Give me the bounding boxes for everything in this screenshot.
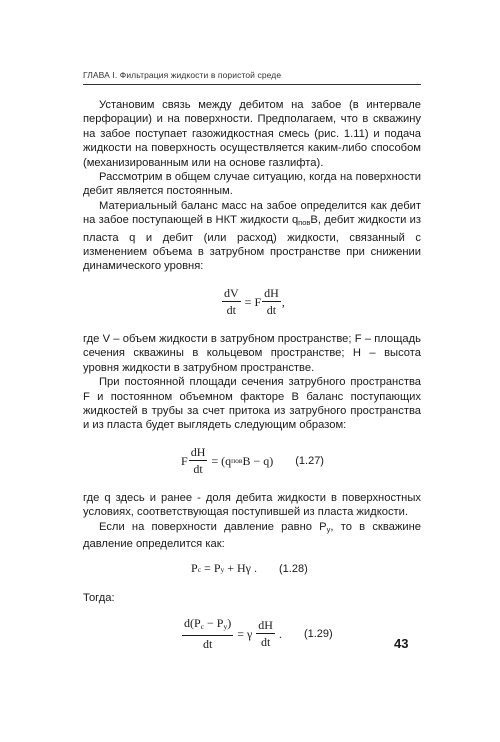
equation-number-1-28: (1.28) <box>279 563 308 576</box>
paragraph-8: Тогда: <box>83 592 115 605</box>
page-number: 43 <box>394 636 409 651</box>
formula-1-28: P c = P у + Hγ . (1.28) <box>191 561 308 576</box>
formula-1-27: F $\frac{dH}{dt}$ = (q пов B − q) (1.27) <box>181 445 324 477</box>
formula-1-29: $\frac{d(P_c - P_у)}{dt}$ = γ $\frac{dH}{dt}$ . (1.29) <box>184 616 333 652</box>
paragraph-1: Установим связь между дебитом на забое (в интервале перфорации) и на поверхности. Предполагаем, что в скважину на забое поступает газожидкостная смесь (рис. 1.11) и подача жидкости на поверхность осуществляется каким-либо способом (механизированным или на основе газлифта). <box>83 99 421 169</box>
fraction-dh-dt-129: $\frac{dH}{dt}$ <box>258 618 273 650</box>
paragraph-5: При постоянной площади сечения затрубного пространства F и постоянном объемном факторе B баланс поступающих жидкостей в трубы за счет притока из затрубного пространства и из пласта будет выглядеть следующим образом: <box>83 376 421 432</box>
fraction-dp-dt: $\frac{d(P_c - P_у)}{dt}$ <box>184 616 232 652</box>
paragraph-4: где V – объем жидкости в затрубном пространстве; F – площадь сечения скважины в кольцевом пространстве; H – высота уровня жидкости в затрубном пространстве. <box>83 332 421 374</box>
paragraph-3 <box>83 199 421 274</box>
paragraph-3-sub: пов <box>298 218 311 228</box>
fraction-dh-dt: $\frac{dH}{dt}$ <box>264 286 279 318</box>
paragraph-6: где q здесь и ранее - доля дебита жидкости в поверхностных условиях, соответствующая поступившей из пласта жидкости. <box>83 491 421 519</box>
running-header: ГЛАВА I. Фильтрация жидкости в пористой среде <box>83 70 282 80</box>
paragraph-3-text-a: Материальный баланс масс на забое определится как дебит на забое поступающей в НКТ жидкости q <box>83 199 421 227</box>
fraction-dv-dt: $\frac{dV}{dt}$ <box>224 286 239 318</box>
fraction-dh-dt-127: $\frac{dH}{dt}$ <box>190 445 206 477</box>
paragraph-7: Если на поверхности давление равно $P_у$, то в скважине давление определится как: <box>83 520 421 550</box>
page-body <box>83 98 421 664</box>
equation-number-1-29: (1.29) <box>303 627 333 640</box>
equation-number-1-27: (1.27) <box>295 454 324 467</box>
header-rule <box>83 84 421 85</box>
paragraph-3-text-b: B, дебит жидкости из пласта q и дебит (или расход) жидкости, связанный с изменением объема в затрубном пространстве при снижении динамического уровня: <box>83 214 421 273</box>
formula-dv-dt: $\frac{dV}{dt}$ = F $\frac{dH}{dt}$ , <box>224 286 285 318</box>
paragraph-2: Рассмотрим в общем случае ситуацию, когда на поверхности дебит является постоянным. <box>83 171 421 198</box>
